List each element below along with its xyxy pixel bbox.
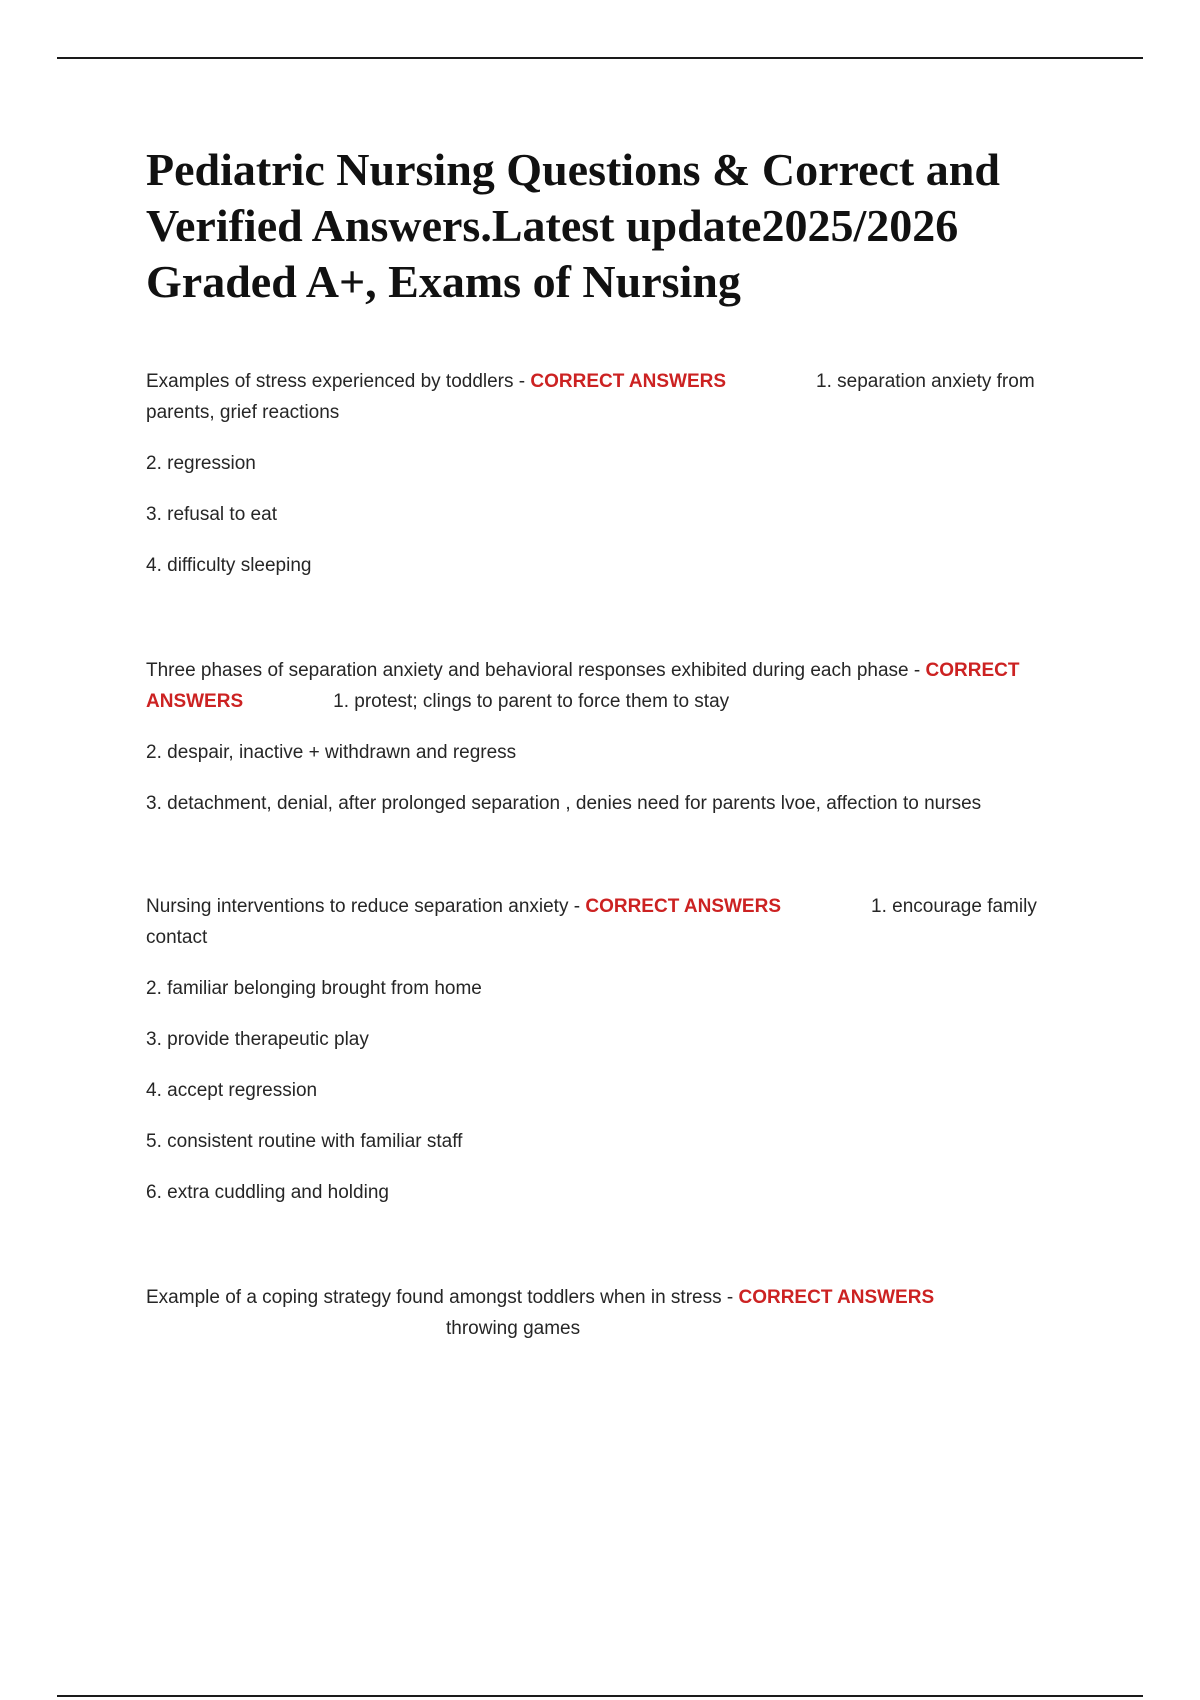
answer-item: 4. accept regression	[146, 1080, 318, 1101]
qa-block-stress-toddlers	[146, 366, 1076, 581]
qa-block-nursing-interventions	[146, 891, 1076, 1208]
correct-answers-label: CORRECT ANSWERS	[738, 1287, 935, 1308]
answer-item: 2. regression	[146, 453, 256, 474]
answer-item: 4. difficulty sleeping	[146, 555, 312, 576]
question-text: Nursing interventions to reduce separation anxiety -	[146, 896, 586, 917]
correct-answers-label: CORRECT ANSWERS	[146, 660, 1020, 712]
answer-item: 3. provide therapeutic play	[146, 1029, 369, 1050]
correct-answers-label: CORRECT ANSWERS	[585, 896, 781, 917]
page-title	[146, 142, 1106, 310]
answer-text: throwing games	[446, 1318, 581, 1339]
title-line: Graded A+, Exams of Nursing	[146, 256, 741, 307]
answer-item: 5. consistent routine with familiar staff	[146, 1131, 463, 1152]
answer-item: 2. despair, inactive + withdrawn and regress	[146, 742, 517, 763]
question-line	[146, 655, 1076, 717]
answer-item: 2. familiar belonging brought from home	[146, 978, 482, 999]
question-line	[146, 1282, 1076, 1344]
question-text: Example of a coping strategy found amongst toddlers when in stress -	[146, 1287, 739, 1308]
question-line	[146, 366, 1076, 428]
question-line	[146, 891, 1076, 953]
title-line: Pediatric Nursing Questions & Correct and	[146, 144, 1000, 195]
answer-text: 1. encourage family contact	[146, 896, 1037, 948]
qa-block-coping-strategy	[146, 1282, 1076, 1344]
correct-answers-label: CORRECT ANSWERS	[530, 371, 727, 392]
answer-item: 6. extra cuddling and holding	[146, 1182, 389, 1203]
top-rule	[57, 57, 1143, 59]
answer-text: 1. separation anxiety from parents, grief reactions	[146, 371, 1035, 423]
question-text: Examples of stress experienced by toddlers -	[146, 371, 531, 392]
title-line: Verified Answers.Latest update2025/2026	[146, 200, 959, 251]
answer-text: 1. protest; clings to parent to force them to stay	[333, 691, 730, 712]
bottom-rule	[57, 1695, 1143, 1697]
answer-item: 3. refusal to eat	[146, 504, 277, 525]
answer-item: 3. detachment, denial, after prolonged separation , denies need for parents lvoe, affection to nurses	[146, 793, 982, 814]
qa-block-separation-phases	[146, 655, 1076, 819]
question-text: Three phases of separation anxiety and behavioral responses exhibited during each phase -	[146, 660, 926, 681]
